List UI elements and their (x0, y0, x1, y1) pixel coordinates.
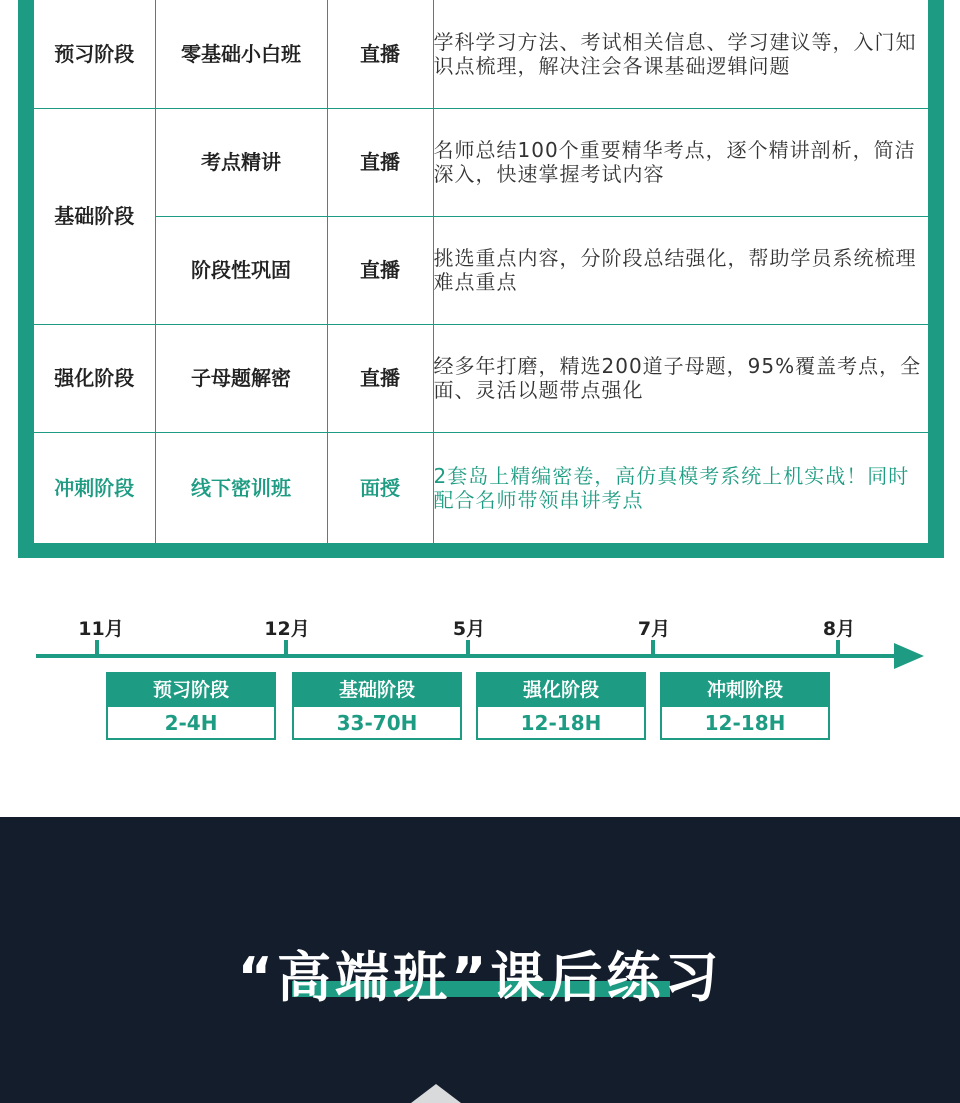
course-schedule-table (34, 0, 928, 543)
timeline-month-label: 7月 (637, 618, 671, 640)
timeline-tick (95, 640, 99, 656)
triangle-up-icon (411, 1084, 461, 1103)
description-cell: 名师总结100个重要精华考点，逐个精讲剖析，简洁深入，快速掌握考试内容 (433, 108, 928, 216)
mode-cell: 直播 (327, 108, 433, 216)
timeline-tick (466, 640, 470, 656)
table-row (34, 216, 928, 324)
stage-cell: 冲刺阶段 (34, 432, 155, 543)
mode-cell: 面授 (327, 432, 433, 543)
course-cell: 子母题解密 (155, 324, 327, 432)
phase-hours: 12-18H (704, 711, 786, 735)
description-cell: 2套岛上精编密卷，高仿真模考系统上机实战！同时配合名师带领串讲考点 (433, 432, 928, 543)
phase-box (292, 672, 462, 740)
timeline-month-label: 11月 (78, 618, 124, 640)
course-cell: 阶段性巩固 (155, 216, 327, 324)
phase-name: 预习阶段 (108, 674, 274, 707)
mode-cell: 直播 (327, 0, 433, 108)
description-cell: 挑选重点内容，分阶段总结强化，帮助学员系统梳理难点重点 (433, 216, 928, 324)
timeline-month-label: 8月 (822, 618, 856, 640)
phase-hours: 33-70H (336, 711, 418, 735)
course-cell: 考点精讲 (155, 108, 327, 216)
course-cell: 零基础小白班 (155, 0, 327, 108)
timeline-month-label: 12月 (264, 618, 310, 640)
phase-box (660, 672, 830, 740)
phase-name: 基础阶段 (294, 674, 460, 707)
description-cell: 学科学习方法、考试相关信息、学习建议等，入门知识点梳理，解决注会各课基础逻辑问题 (433, 0, 928, 108)
phase-name: 冲刺阶段 (662, 674, 828, 707)
table-row (34, 0, 928, 108)
phase-box (476, 672, 646, 740)
phase-box (106, 672, 276, 740)
stage-cell: 强化阶段 (34, 324, 155, 432)
table-row (34, 108, 928, 216)
description-cell: 经多年打磨，精选200道子母题，95%覆盖考点，全面、灵活以题带点强化 (433, 324, 928, 432)
phase-hours: 2-4H (164, 711, 218, 735)
practice-section (0, 817, 960, 1103)
timeline-month-label: 5月 (452, 618, 486, 640)
table-row (34, 432, 928, 543)
mode-cell: 直播 (327, 216, 433, 324)
timeline (0, 600, 960, 750)
section-title: “高端班”课后练习 (237, 946, 723, 1009)
timeline-tick (836, 640, 840, 656)
course-cell: 线下密训班 (155, 432, 327, 543)
stage-cell: 预习阶段 (34, 0, 155, 108)
phase-hours: 12-18H (520, 711, 602, 735)
stage-cell: 基础阶段 (34, 108, 155, 324)
timeline-tick (284, 640, 288, 656)
phase-name: 强化阶段 (478, 674, 644, 707)
timeline-tick (651, 640, 655, 656)
mode-cell: 直播 (327, 324, 433, 432)
arrow-right-icon (894, 643, 924, 669)
table-row (34, 324, 928, 432)
